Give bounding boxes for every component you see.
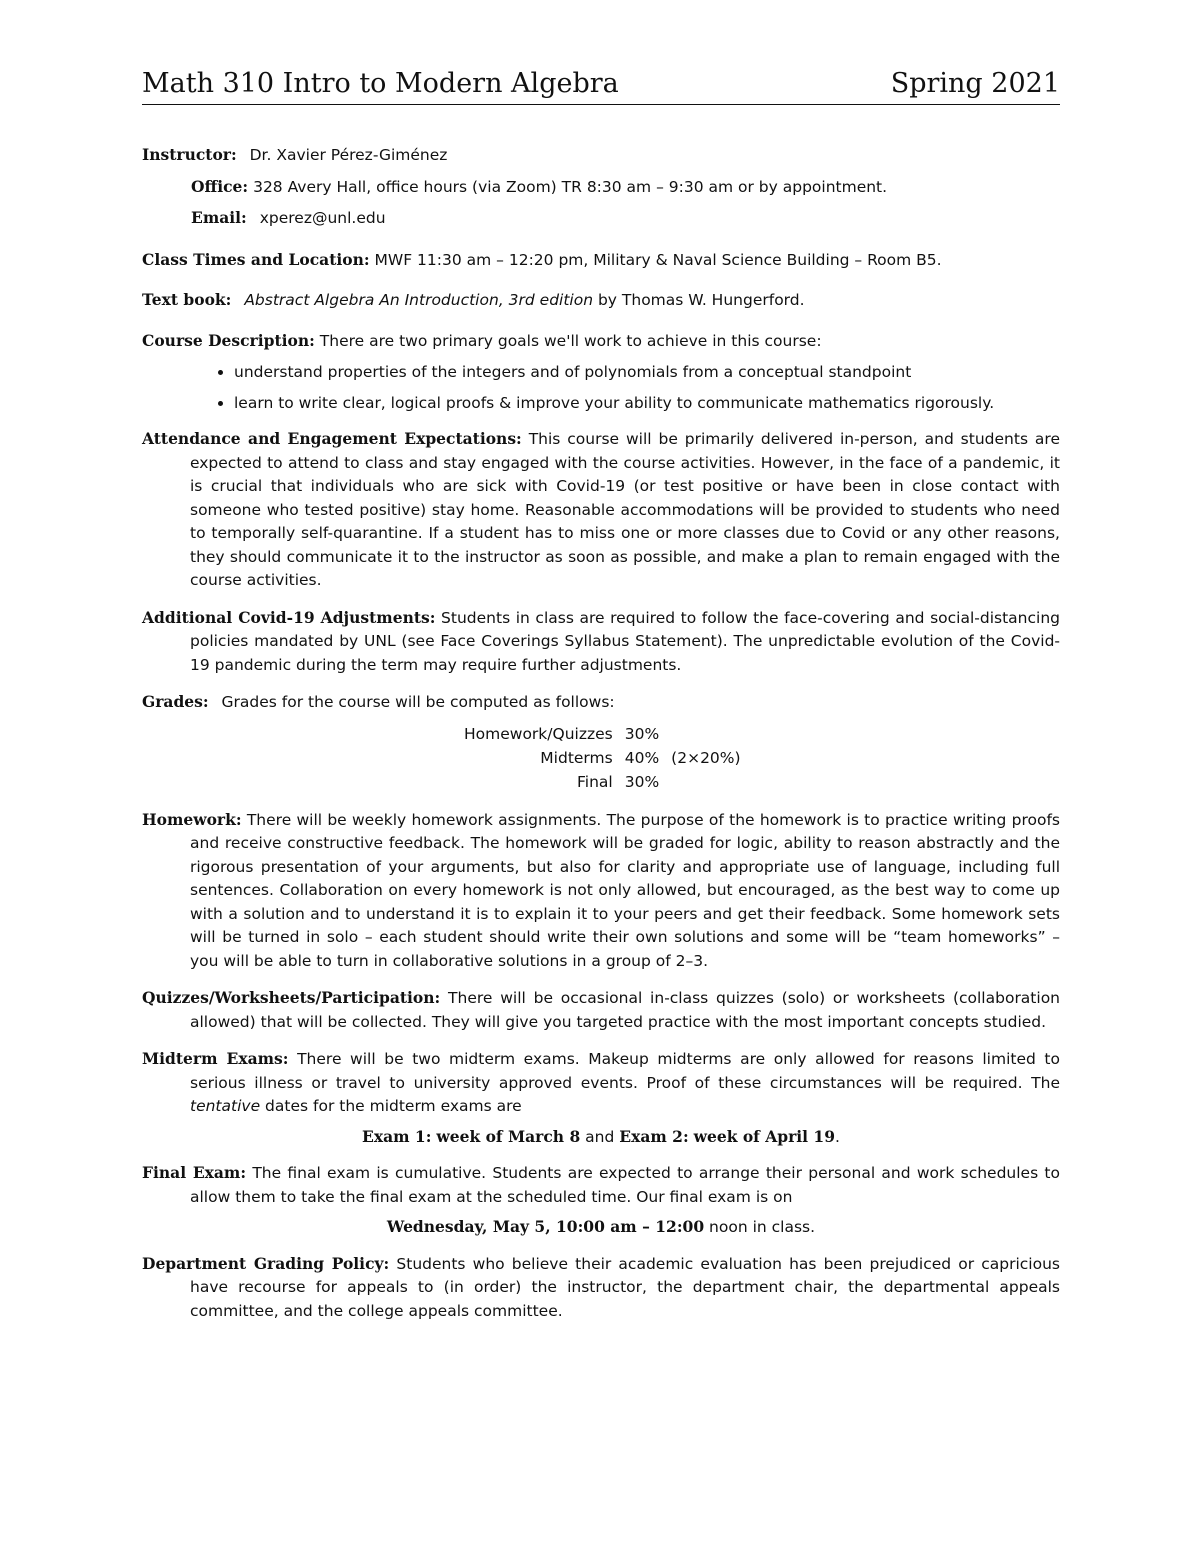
instructor-label: Instructor: — [142, 145, 237, 164]
attendance-section — [142, 427, 1060, 593]
instructor-row — [142, 143, 1060, 168]
syllabus-body — [142, 143, 1060, 1323]
exam1-date: week of March 8 — [436, 1126, 581, 1146]
covid-section — [142, 606, 1060, 678]
class-times-row — [142, 248, 1060, 273]
homework-label: Homework: — [142, 809, 242, 829]
exam2-label: Exam 2: — [619, 1126, 689, 1146]
midterms-tentative: tentative — [190, 1097, 261, 1115]
midterms-text-after: dates for the midterm exams are — [265, 1097, 522, 1115]
office-row — [191, 175, 1060, 200]
quizzes-text: There will be occasional in-class quizzes (solo) or worksheets (collaboration allowed) that will be collected. They will give you targeted practice with the most important concepts studied. — [190, 989, 1060, 1031]
exam-and: and — [585, 1127, 615, 1146]
class-times-label: Class Times and Location: — [142, 249, 370, 269]
midterm-dates — [142, 1125, 1060, 1150]
textbook-label: Text book: — [142, 290, 232, 309]
course-description-label: Course Description: — [142, 330, 315, 350]
page-title: Math 310 Intro to Modern Algebra — [142, 68, 619, 99]
table-row — [464, 770, 747, 794]
homework-section — [142, 808, 1060, 974]
course-description-row — [142, 329, 1060, 354]
list-item: • understand properties of the integers and of polynomials from a conceptual standpoint — [234, 361, 1060, 385]
office-text: 328 Avery Hall, office hours (via Zoom) TR 8:30 am – 9:30 am or by appointment. — [253, 177, 888, 196]
class-times-text: MWF 11:30 am – 12:20 pm, Military & Naval Science Building – Room B5. — [374, 250, 942, 269]
exam1-label: Exam 1: — [362, 1126, 432, 1146]
quizzes-section — [142, 986, 1060, 1034]
grades-label: Grades: — [142, 692, 209, 711]
midterms-section — [142, 1047, 1060, 1119]
grade-note — [665, 770, 746, 794]
midterms-label: Midterm Exams: — [142, 1049, 289, 1068]
table-row — [464, 722, 747, 746]
grades-text: Grades for the course will be computed as follows: — [221, 693, 615, 711]
grade-note — [665, 722, 746, 746]
grading-policy-section — [142, 1252, 1060, 1324]
covid-label: Additional Covid-19 Adjustments: — [142, 607, 436, 627]
grade-item: Homework/Quizzes — [464, 724, 613, 743]
grading-policy-label: Department Grading Policy: — [142, 1253, 390, 1273]
grade-pct: 40% — [624, 748, 660, 767]
grades-table — [464, 722, 747, 794]
textbook-author: by Thomas W. Hungerford. — [597, 291, 805, 309]
email-link[interactable]: xperez@unl.edu — [259, 209, 386, 227]
homework-text: There will be weekly homework assignments. The purpose of the homework is to practice writing proofs and receive constructive feedback. The homework will be graded for logic, ability to reason abstractly and the rigorous presentation of your arguments, but also for clarity and appropriate use of language, including full sentences. Collaboration on every homework is not only allowed, but encouraged, as the best way to come up with a solution and to understand it is to explain it to your peers and get their feedback. Some homework sets will be turned in solo – each student should write their own solutions and some will be “team homeworks” – you will be able to turn in collaborative solutions in a group of 2–3. — [190, 810, 1060, 970]
grade-item: Final — [576, 772, 613, 791]
final-exam-date-line — [142, 1215, 1060, 1240]
goals-list — [142, 361, 1060, 415]
quizzes-label: Quizzes/Worksheets/Participation: — [142, 988, 441, 1007]
attendance-text: This course will be primarily delivered in-person, and students are expected to attend to class and stay engaged with the course activities. However, in the face of a pandemic, it is crucial that individuals who are sick with Covid-19 (or test positive or have been in close contact with someone who tested positive) stay home. Reasonable accommodations will be provided to students who need to temporally self-quarantine. If a student has to miss one or more classes due to Covid or any other reasons, they should communicate it to the instructor as soon as possible, and make a plan to remain engaged with the course activities. — [190, 430, 1060, 589]
midterms-text: There will be two midterm exams. Makeup midterms are only allowed for reasons limited to serious illness or travel to university approved events. Proof of these circumstances will be required. The — [190, 1050, 1060, 1092]
syllabus-page — [142, 66, 1060, 1336]
final-exam-text: The final exam is cumulative. Students are expected to arrange their personal and work schedules to allow them to take the final exam at the scheduled time. Our final exam is on — [190, 1164, 1060, 1206]
grading-policy-text: Students who believe their academic evaluation has been prejudiced or capricious have recourse for appeals to (in order) the instructor, the department chair, the departmental appeals committee, and the college appeals committee. — [190, 1254, 1060, 1320]
final-exam-section — [142, 1161, 1060, 1209]
final-exam-label: Final Exam: — [142, 1163, 247, 1182]
course-description-text: There are two primary goals we'll work to achieve in this course: — [319, 331, 822, 350]
grades-row — [142, 690, 1060, 715]
grade-note: (2×20%) — [671, 748, 741, 767]
list-item: • learn to write clear, logical proofs & improve your ability to communicate mathematics rigorously. — [234, 392, 1060, 416]
textbook-row — [142, 288, 1060, 313]
exam-period: . — [835, 1127, 840, 1146]
textbook-title: Abstract Algebra An Introduction, 3rd edition — [244, 291, 594, 309]
term-label: Spring 2021 — [890, 68, 1060, 99]
instructor-name: Dr. Xavier Pérez-Giménez — [249, 146, 448, 164]
exam2-date: week of April 19 — [693, 1126, 836, 1146]
covid-text: Students in class are required to follow the face-covering and social-distancing policies mandated by UNL (see Face Coverings Syllabus Statement). The unpredictable evolution of the Covid-19 pandemic during the term may require further adjustments. — [190, 608, 1060, 674]
email-row — [191, 206, 1060, 231]
final-exam-suffix: noon in class. — [709, 1218, 816, 1236]
grade-item: Midterms — [540, 748, 613, 767]
office-label: Office: — [191, 176, 249, 196]
table-row — [464, 746, 747, 770]
final-exam-date: Wednesday, May 5, 10:00 am – 12:00 — [386, 1217, 705, 1236]
email-label: Email: — [191, 208, 247, 227]
grade-pct: 30% — [624, 724, 660, 743]
grade-pct: 30% — [624, 772, 660, 791]
page-header — [142, 66, 1060, 105]
attendance-label: Attendance and Engagement Expectations: — [142, 429, 522, 448]
